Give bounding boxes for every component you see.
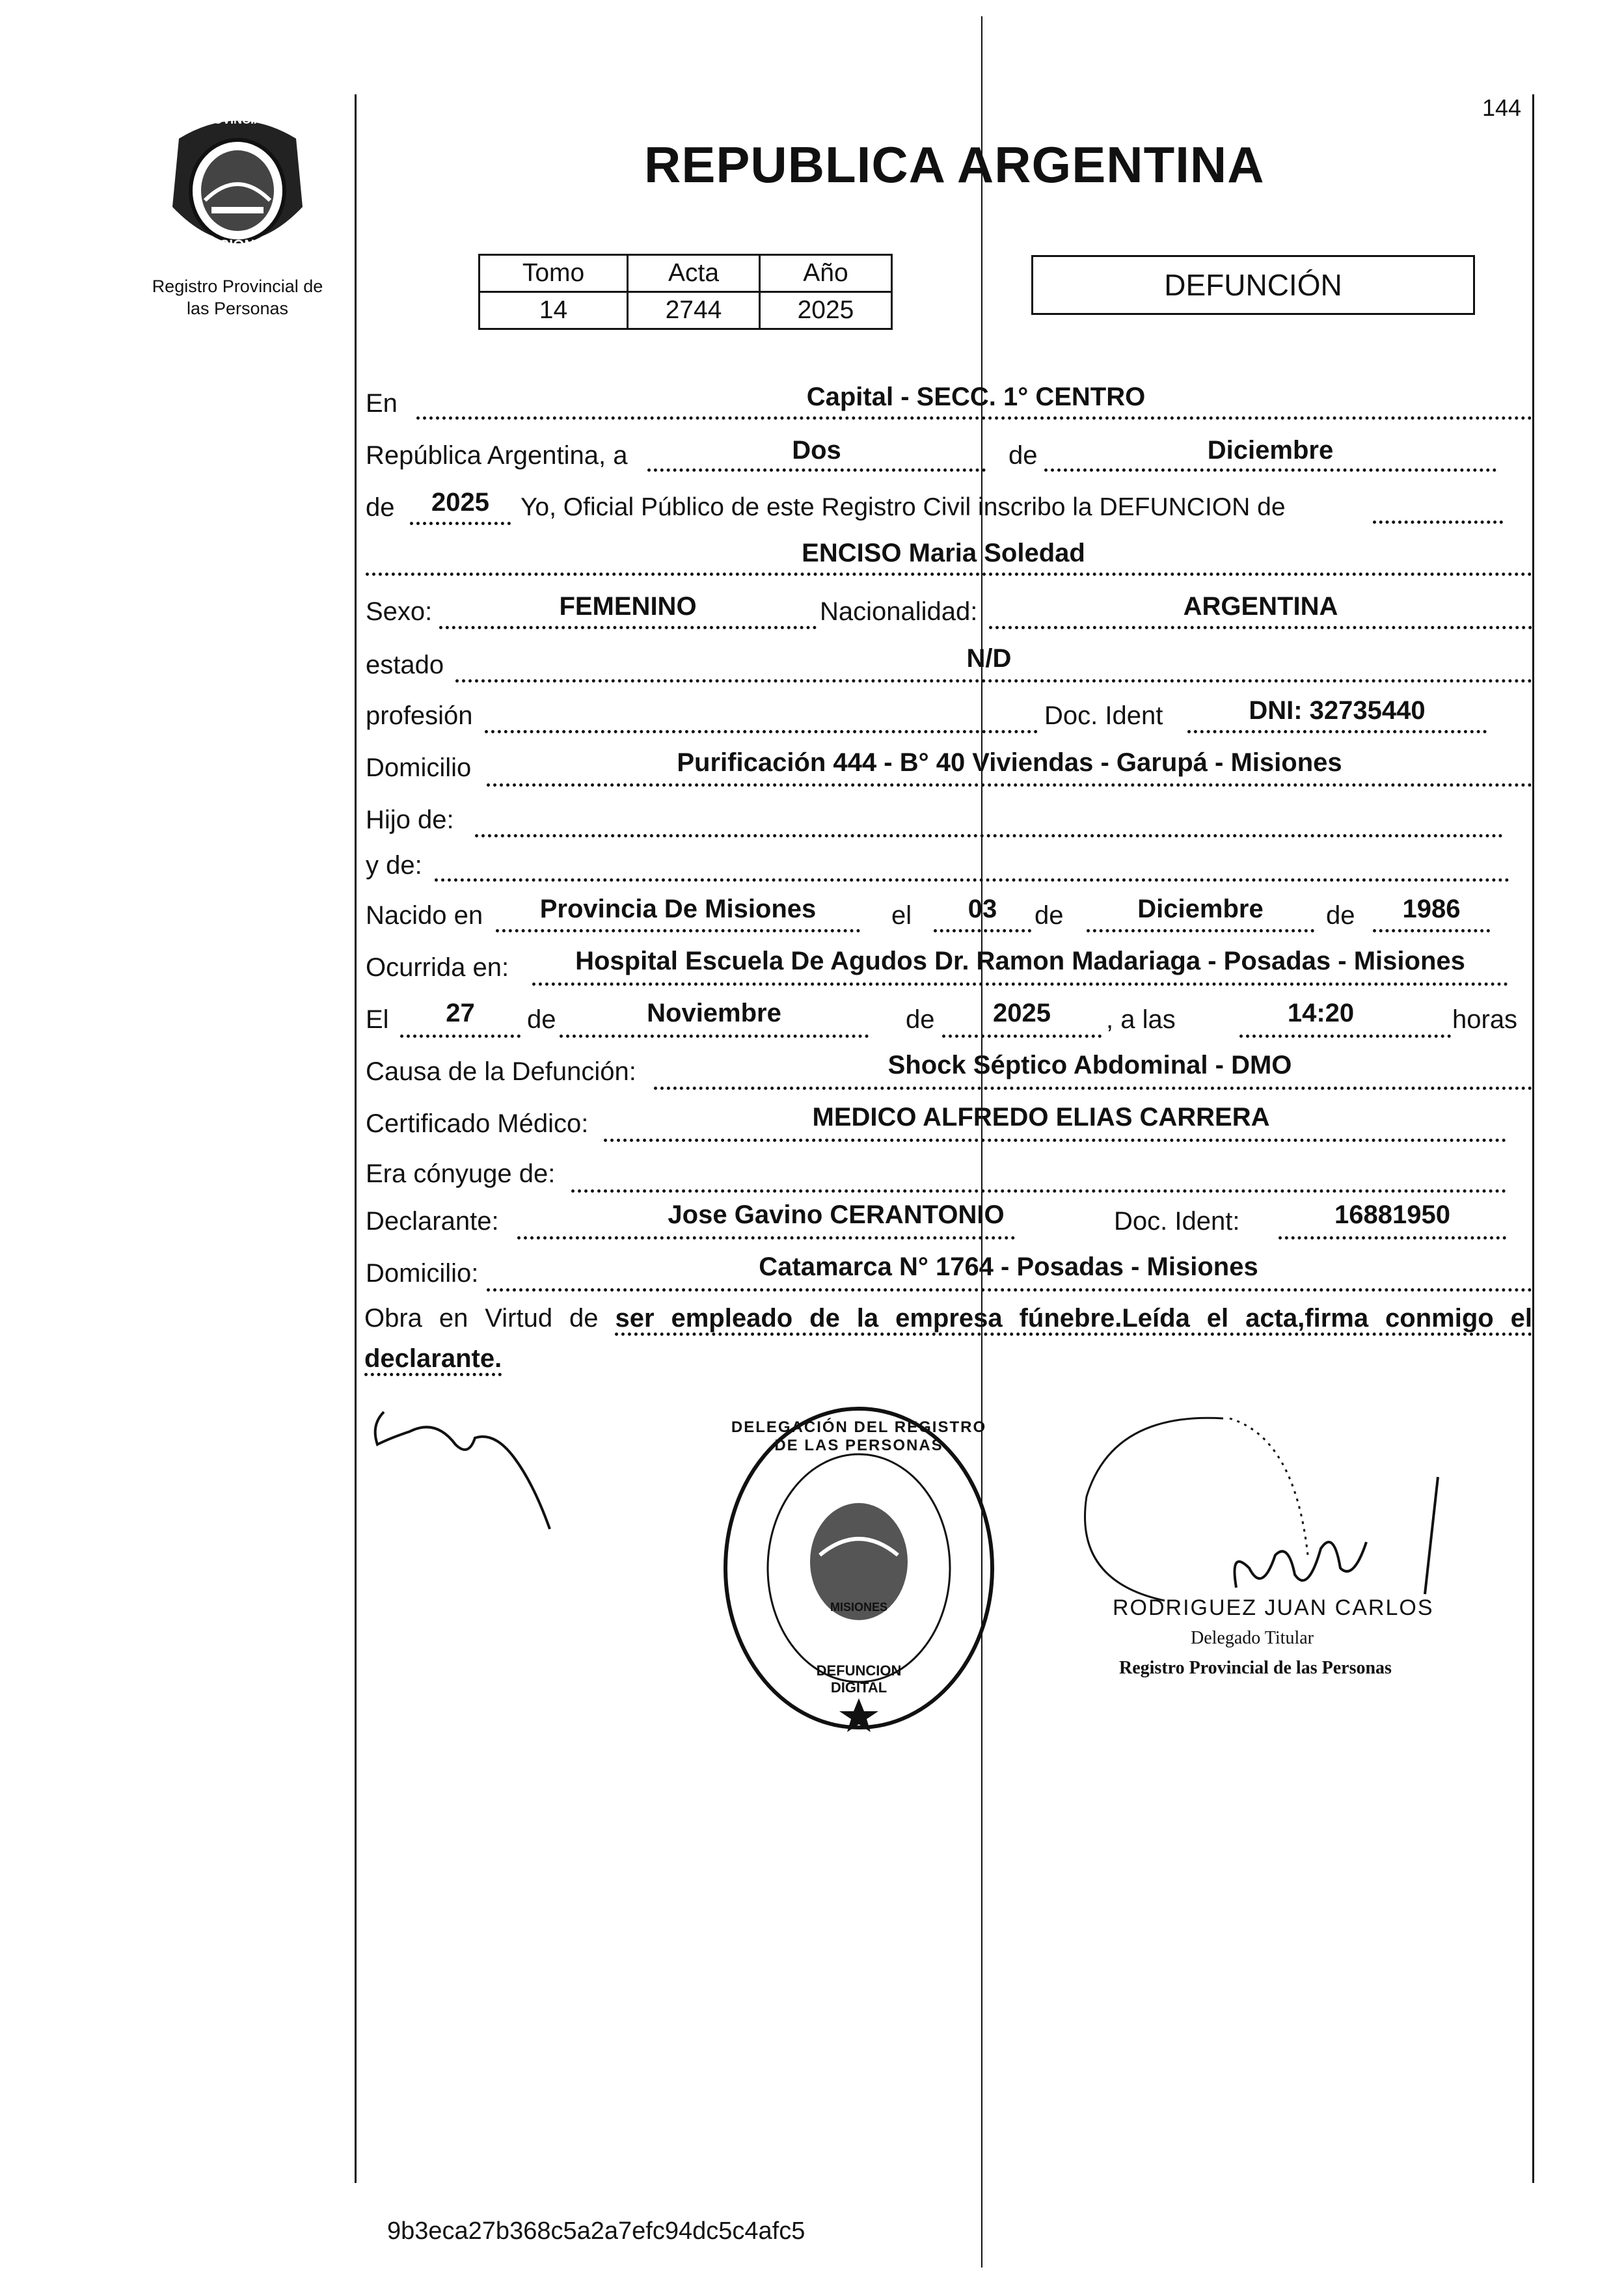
registrar-office: Registro Provincial de las Personas (1119, 1658, 1392, 1678)
nombre-value: ENCISO Maria Soledad (802, 539, 1085, 567)
stamp-center-text: MISIONES (830, 1601, 887, 1614)
anio-line (410, 522, 511, 525)
def-de2-label: de (906, 1005, 935, 1034)
seal-text-bottom: MISIONES (204, 237, 274, 253)
de-label: de (1008, 441, 1038, 470)
doc-label: Doc. Ident (1044, 701, 1163, 730)
el2-label: El (366, 1005, 389, 1034)
registry-name (137, 275, 338, 319)
en-line (416, 416, 1532, 420)
estado-value: N/D (966, 644, 1012, 673)
obra-value: ser empleado de la empresa fúnebre.Leída el acta,firma conmigo el declarante. (364, 1304, 1532, 1376)
conyuge-line (571, 1189, 1506, 1193)
hijo-label: Hijo de: (366, 806, 454, 834)
registry-name-line2: las Personas (186, 299, 289, 318)
causa-value: Shock Séptico Abdominal - DMO (887, 1051, 1292, 1079)
estado-line (455, 679, 1532, 683)
dia-value: Dos (792, 436, 841, 465)
stamp-ring-text: DELEGACIÓN DEL REGISTRO DE LAS PERSONAS (731, 1418, 987, 1454)
nac-dia-line (934, 929, 1031, 932)
reference-table-value-row (480, 292, 892, 329)
anio-value: 2025 (431, 488, 489, 517)
registrar-name: RODRIGUEZ JUAN CARLOS (1113, 1595, 1434, 1620)
sexo-value: FEMENINO (559, 592, 697, 621)
nombre-line (366, 573, 1532, 576)
declarante-label: Declarante: (366, 1207, 499, 1236)
causa-label: Causa de la Defunción: (366, 1057, 636, 1086)
nac-mes-value: Diciembre (1137, 895, 1264, 923)
hora-value: 14:20 (1287, 999, 1355, 1027)
domicilio-value: Purificación 444 - B° 40 Viviendas - Garupá - Misiones (677, 748, 1342, 777)
registry-name-line1: Registro Provincial de (152, 277, 323, 296)
horas-label: horas (1452, 1005, 1518, 1034)
declarante-value: Jose Gavino CERANTONIO (668, 1200, 1005, 1229)
right-margin-line (1532, 94, 1534, 2183)
anio-header: Año (760, 255, 892, 292)
def-dia-line (400, 1035, 521, 1038)
profesion-line (485, 730, 1038, 733)
nacionalidad-label: Nacionalidad: (820, 597, 978, 626)
dia-line (647, 468, 986, 472)
sexo-label: Sexo: (366, 597, 433, 626)
hora-line (1239, 1035, 1451, 1038)
official-stamp (716, 1399, 1002, 1737)
oficial-text: Yo, Oficial Público de este Registro Civil inscribo la DEFUNCION de (521, 493, 1286, 521)
nacido-label: Nacido en (366, 901, 483, 930)
causa-line (654, 1087, 1532, 1090)
nacionalidad-line (989, 626, 1532, 629)
province-emblem-logo (166, 109, 309, 265)
seal-text-top: PROVINCIA DE (197, 113, 282, 126)
reference-table (478, 254, 893, 330)
page-number: 144 (1482, 94, 1522, 121)
obra-label: Obra en Virtud de (364, 1304, 599, 1333)
oficial-line (1373, 521, 1503, 524)
left-margin-line (355, 94, 357, 2183)
ocurrida-line (532, 982, 1508, 986)
obra-paragraph (364, 1298, 1532, 1379)
alas-label: , a las (1106, 1005, 1176, 1034)
domicilio2-label: Domicilio: (366, 1259, 479, 1288)
acta-value: 2744 (628, 292, 760, 329)
doc2-line (1279, 1236, 1506, 1240)
tomo-header: Tomo (480, 255, 628, 292)
en-value: Capital - SECC. 1° CENTRO (806, 383, 1146, 411)
mes-value: Diciembre (1207, 436, 1334, 465)
doc2-label: Doc. Ident: (1114, 1207, 1240, 1236)
record-type-box: DEFUNCIÓN (1031, 255, 1475, 315)
tomo-value: 14 (480, 292, 628, 329)
nacido-line (496, 929, 860, 932)
ocurrida-label: Ocurrida en: (366, 953, 509, 982)
registrar-title: Delegado Titular (1191, 1628, 1314, 1648)
certificado-label: Certificado Médico: (366, 1109, 589, 1138)
nac-dia-value: 03 (968, 895, 997, 923)
sexo-line (439, 626, 817, 629)
domicilio2-line (487, 1288, 1532, 1292)
nacionalidad-value: ARGENTINA (1183, 592, 1338, 621)
def-mes-line (560, 1035, 869, 1038)
conyuge-label: Era cónyuge de: (366, 1159, 556, 1188)
def-anio-line (942, 1035, 1102, 1038)
certificado-value: MEDICO ALFREDO ELIAS CARRERA (812, 1103, 1270, 1131)
republica-label: República Argentina, a (366, 441, 628, 470)
estado-label: estado (366, 651, 444, 679)
reference-table-header-row (480, 255, 892, 292)
doc2-value: 16881950 (1334, 1200, 1450, 1229)
doc-value: DNI: 32735440 (1249, 696, 1426, 725)
page-title: REPUBLICA ARGENTINA (644, 136, 1265, 193)
declarant-signature-scribble (364, 1392, 573, 1542)
profesion-label: profesión (366, 701, 473, 730)
nac-anio-line (1373, 929, 1490, 932)
en-label: En (366, 389, 398, 418)
nacido-value: Provincia De Misiones (539, 895, 817, 923)
acta-header: Acta (628, 255, 760, 292)
hijo-line (475, 834, 1503, 837)
doc-line (1187, 730, 1487, 733)
nac-de1-label: de (1035, 901, 1064, 930)
nac-anio-value: 1986 (1402, 895, 1461, 923)
stamp-inner-text: DEFUNCION DIGITAL (816, 1662, 902, 1696)
anio-label: de (366, 493, 395, 522)
nac-de2-label: de (1326, 901, 1355, 930)
yde-line (435, 878, 1509, 882)
anio-value: 2025 (760, 292, 892, 329)
domicilio2-value: Catamarca N° 1764 - Posadas - Misiones (759, 1253, 1258, 1281)
certificado-line (604, 1139, 1506, 1142)
domicilio-label: Domicilio (366, 753, 472, 782)
scan-fold-line (981, 16, 982, 2268)
document-hash: 9b3eca27b368c5a2a7efc94dc5c4afc5 (387, 2217, 805, 2245)
ocurrida-value: Hospital Escuela De Agudos Dr. Ramon Madariaga - Posadas - Misiones (575, 947, 1465, 975)
declarante-line (517, 1236, 1015, 1240)
el-label: el (891, 901, 912, 930)
def-anio-value: 2025 (993, 999, 1051, 1027)
mes-line (1044, 468, 1496, 472)
yde-label: y de: (366, 851, 422, 880)
def-de1-label: de (527, 1005, 556, 1034)
domicilio-line (487, 783, 1532, 787)
def-dia-value: 27 (446, 999, 475, 1027)
def-mes-value: Noviembre (647, 999, 781, 1027)
nac-mes-line (1087, 929, 1314, 932)
